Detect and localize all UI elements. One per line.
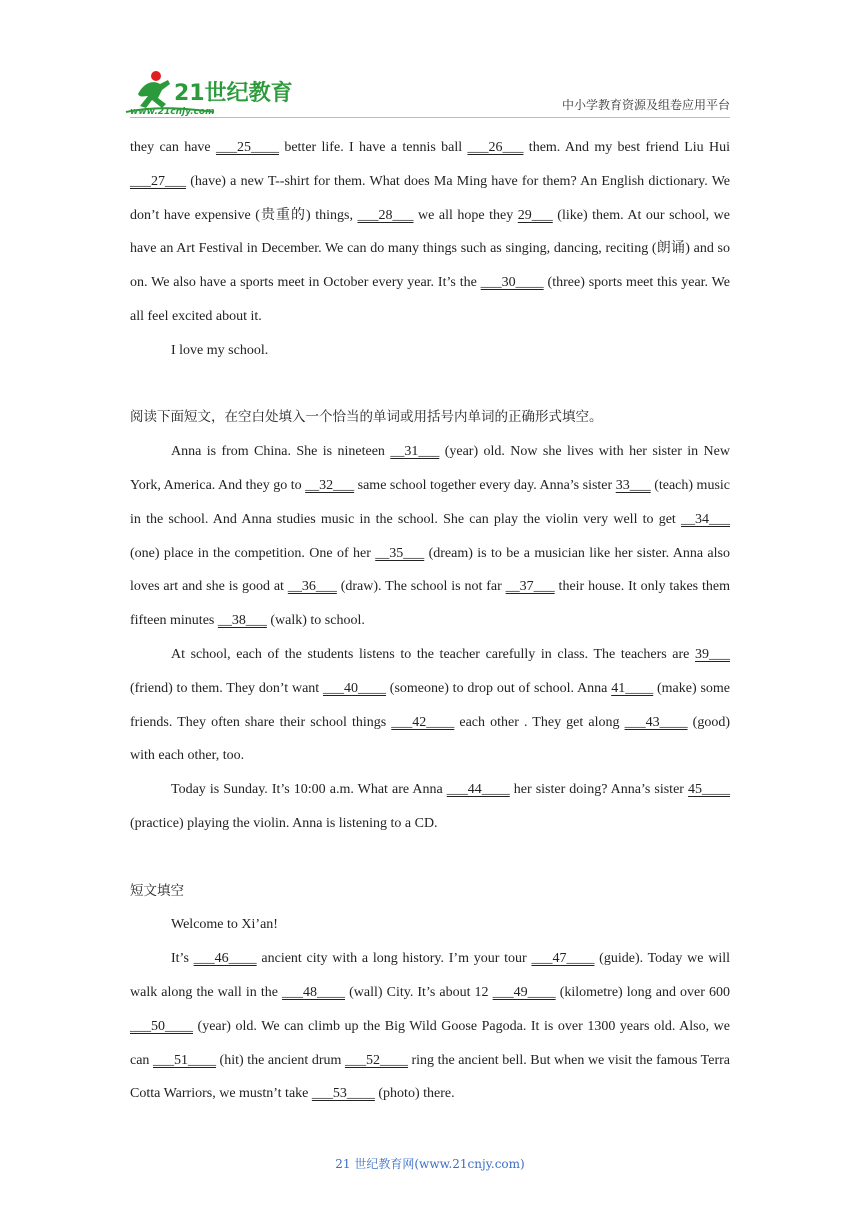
text-run: (draw). The school is not far (336, 579, 506, 595)
section2-paragraph-1 (130, 435, 730, 638)
text-run: (one) place in the competition. One of her (130, 545, 376, 561)
logo-text: 21世纪教育 (174, 81, 293, 106)
blank-31[interactable]: __31___ (390, 444, 440, 460)
blank-42[interactable]: ___42____ (391, 714, 455, 730)
text-run: they can have (130, 140, 216, 155)
blank-45[interactable]: 45____ (688, 782, 730, 798)
passage1-closing: I love my school. (171, 342, 269, 358)
blank-43[interactable]: ___43____ (624, 714, 688, 730)
section2-paragraph-3 (130, 773, 730, 841)
text-run: (kilometre) long and over 600 (555, 984, 730, 1000)
blank-46[interactable]: ___46____ (193, 951, 257, 967)
text-run: (good) with each other, too. (130, 714, 730, 764)
blank-39[interactable]: 39___ (695, 646, 730, 662)
text-run: It’s (171, 951, 194, 967)
text-run: (guide). Today we will walk along the wall in the (130, 951, 730, 1000)
text-run: (friend) to them. They don’t want (130, 680, 323, 696)
blank-29[interactable]: 29___ (517, 207, 553, 223)
section3-title: 短文填空 (130, 882, 184, 899)
text-run: (make) some friends. They often share their school things (130, 680, 730, 730)
blank-38[interactable]: __38___ (217, 613, 267, 629)
blank-44[interactable]: ___44____ (446, 782, 510, 798)
blank-32[interactable]: __32___ (305, 477, 355, 493)
blank-52[interactable]: ___52____ (344, 1052, 408, 1068)
text-run: (wall) City. It’s about 12 (345, 984, 493, 1000)
text-run: (year) old. Now she lives with her sister in New York, America. And they go to (130, 444, 730, 493)
section2-title: 阅读下面短文，在空白处填入一个恰当的单词或用括号内单词的正确形式填空。 (130, 409, 603, 426)
section2-paragraph-2 (130, 638, 730, 773)
text-run: Today is Sunday. It’s 10:00 a.m. What are Anna (171, 782, 447, 798)
header-platform-text: 中小学教育资源及组卷应用平台 (561, 98, 730, 112)
text-run: (dream) is to be a musician like her sister. Anna also loves art and she is good at (130, 545, 730, 595)
text-run: (someone) to drop out of school. Anna (385, 680, 612, 696)
text-run: ancient city with a long history. I’m your tour (256, 951, 532, 967)
blank-48[interactable]: ___48____ (282, 984, 346, 1000)
blank-53[interactable]: ___53____ (311, 1086, 375, 1102)
header-divider (130, 117, 730, 118)
spacer (130, 841, 730, 875)
text-run: ring the ancient bell. But when we visit the famous Terra Cotta Warriors, we mustn’t take (130, 1052, 730, 1102)
blank-27[interactable]: ___27___ (130, 173, 186, 189)
passage1-paragraph (130, 131, 730, 334)
blank-41[interactable]: 41____ (611, 680, 654, 696)
text-run: better life. I have a tennis ball (278, 140, 468, 155)
text-run: them. And my best friend Liu Hui (523, 140, 730, 155)
blank-26[interactable]: ___26___ (467, 140, 524, 155)
blank-25[interactable]: ___25____ (215, 140, 279, 155)
text-run: (year) old. We can climb up the Big Wild Goose Pagoda. It is over 1300 years old. Also, we can (130, 1018, 730, 1068)
text-run: (like) them. At our school, we have an Art Festival in December. We can do many things such as singing, dancing, reciting (朗诵) and so on. We also have a sports meet in October every year. It’s the (130, 207, 730, 291)
spacer (130, 368, 730, 402)
blank-30[interactable]: ___30____ (480, 275, 544, 291)
blank-28[interactable]: ___28___ (357, 207, 414, 223)
text-run: Anna is from China. She is nineteen (171, 444, 391, 460)
blank-49[interactable]: ___49____ (492, 984, 556, 1000)
runner-logo-icon (124, 68, 294, 116)
text-run: we all hope they (413, 207, 518, 223)
section3-heading: Welcome to Xi’an! (171, 917, 278, 933)
site-logo (124, 68, 294, 116)
text-run: (have) a new T--shirt for them. What does Ma Ming have for them? An English dictionary. We don’t have expensive (贵重的) things, (130, 173, 730, 223)
blank-34[interactable]: __34___ (681, 511, 730, 527)
blank-51[interactable]: ___51____ (152, 1052, 216, 1068)
text-run: (teach) music in the school. And Anna studies music in the school. She can play the violin very well to get (130, 477, 730, 527)
text-run: their house. It only takes them fifteen minutes (130, 579, 730, 629)
blank-33[interactable]: 33___ (615, 477, 651, 493)
text-run: same school together every day. Anna’s sister (354, 477, 616, 493)
text-run: At school, each of the students listens to the teacher carefully in class. The teachers are (171, 646, 695, 662)
text-run: (walk) to school. (266, 613, 365, 629)
section3-paragraph-1 (130, 942, 730, 1111)
text-run: (three) sports meet this year. We all feel excited about it. (130, 275, 730, 324)
text-run: her sister doing? Anna’s sister (509, 782, 688, 798)
text-run: (photo) there. (374, 1086, 455, 1102)
blank-47[interactable]: ___47____ (531, 951, 595, 967)
blank-35[interactable]: __35___ (375, 545, 425, 561)
page-footer[interactable]: 21 世纪教育网(www.21cnjy.com) (335, 1157, 525, 1171)
text-run: (practice) playing the violin. Anna is listening to a CD. (130, 815, 438, 831)
blank-36[interactable]: __36___ (287, 579, 337, 595)
blank-37[interactable]: __37___ (505, 579, 555, 595)
logo-url: www.21cnjy.com (130, 107, 215, 116)
page-content (130, 131, 730, 1111)
page-header (0, 0, 860, 130)
text-run: each other . They get along (454, 714, 625, 730)
blank-40[interactable]: ___40____ (322, 680, 386, 696)
text-run: (hit) the ancient drum (215, 1052, 345, 1068)
blank-50[interactable]: ___50____ (130, 1018, 193, 1034)
